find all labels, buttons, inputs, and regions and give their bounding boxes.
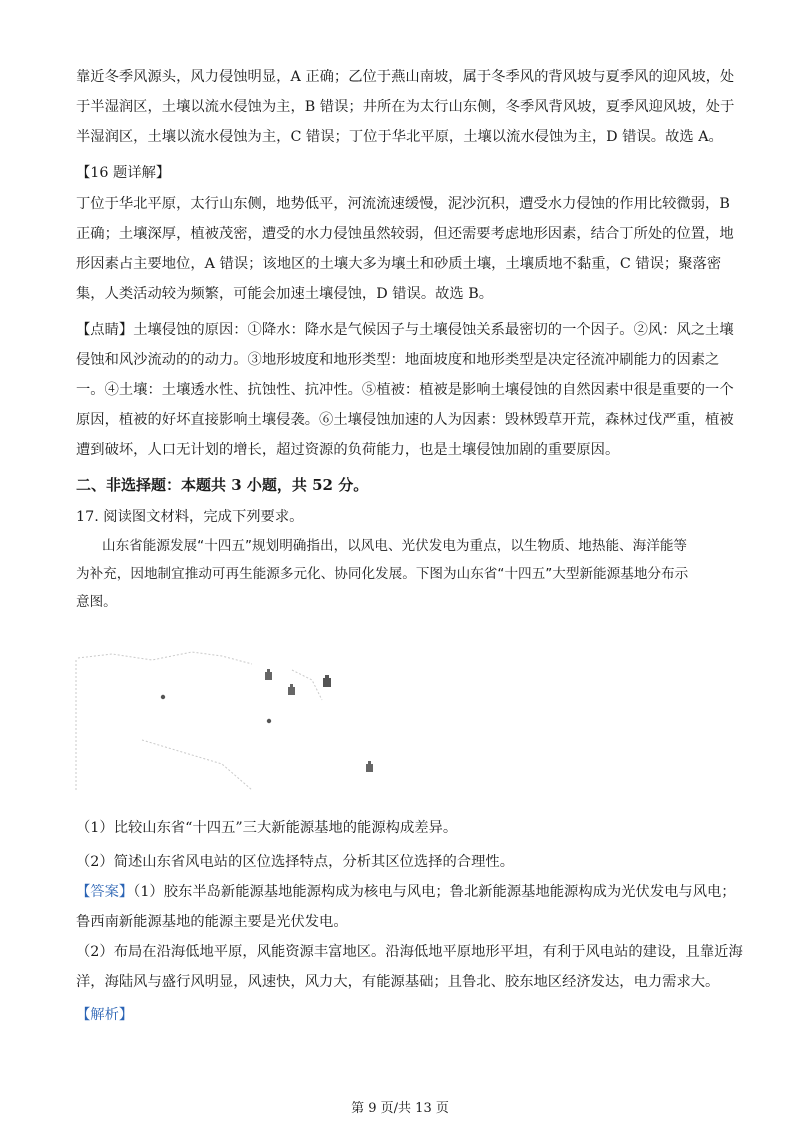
power-plant-icon bbox=[323, 675, 331, 687]
text-line: 形因素占主要地位，A 错误；该地区的土壤大多为壤土和砂质土壤，土壤质地不黏重，C 错误；聚落密 bbox=[76, 256, 722, 272]
text-line: 洋，海陆风与盛行风明显，风速快，风力大，有能源基础；且鲁北、胶东地区经济发达，电力需求大。 bbox=[76, 974, 720, 990]
text-line: 意图。 bbox=[76, 594, 117, 610]
key-points-first-line: 土壤侵蚀的原因：①降水：降水是气候因子与土壤侵蚀关系最密切的一个因子。②风：风之土壤 bbox=[133, 322, 734, 338]
text-line: 原因，植被的好坏直接影响土壤侵袭。⑥土壤侵蚀加速的人为因素：毁林毁草开荒，森林过伐严重，植被 bbox=[76, 412, 734, 428]
text-line: 正确；土壤深厚，植被茂密，遭受的水力侵蚀虽然较弱，但还需要考虑地形因素，结合丁所处的位置，地 bbox=[76, 226, 734, 242]
answer-first-line: （1）胶东半岛新能源基地能源构成为核电与风电；鲁北新能源基地能源构成为光伏发电与风电； bbox=[133, 884, 736, 900]
map-outline bbox=[76, 652, 322, 790]
power-plant-icon bbox=[366, 761, 373, 772]
q16-heading bbox=[76, 158, 724, 188]
answer-tag: 【答案】 bbox=[76, 884, 134, 900]
page-number: 第 9 页/共 13 页 bbox=[351, 1101, 449, 1116]
city-dot-icon bbox=[267, 719, 271, 723]
q17-intro bbox=[76, 502, 724, 532]
text-line: 于半湿润区，土壤以流水侵蚀为主，B 错误；井所在为太行山东侧，冬季风背风坡，夏季风迎风坡，处于 bbox=[76, 99, 735, 115]
q17-questions bbox=[76, 813, 724, 877]
section-title bbox=[76, 470, 724, 500]
text-line: 靠近冬季风源头，风力侵蚀明显，A 正确；乙位于燕山南坡，属于冬季风的背风坡与夏季风的迎风坡，处 bbox=[76, 69, 735, 85]
analysis-heading bbox=[76, 1000, 724, 1030]
text-line bbox=[76, 877, 736, 907]
q16-explanation bbox=[76, 189, 734, 309]
text-line: 丁位于华北平原，太行山东侧，地势低平，河流流速缓慢，泥沙沉积，遭受水力侵蚀的作用比较微弱，B bbox=[76, 196, 730, 212]
text-line: 为补充，因地制宜推动可再生能源多元化、协同化发展。下图为山东省“十四五”大型新能源基地分布示 bbox=[76, 566, 689, 582]
section-title-text: 二、非选择题：本题共 3 小题，共 52 分。 bbox=[76, 476, 369, 494]
text-line: 集，人类活动较为频繁，可能会加速土壤侵蚀，D 错误。故选 B。 bbox=[76, 286, 494, 302]
text-line: 侵蚀和风沙流动的的动力。③地形坡度和地形类型：地面坡度和地形类型是决定径流冲刷能力的因素之 bbox=[76, 352, 720, 368]
q16-heading-text: 【16 题详解】 bbox=[76, 165, 171, 181]
text-line: 鲁西南新能源基地的能源主要是光伏发电。 bbox=[76, 914, 348, 930]
city-dot-icon bbox=[161, 695, 165, 699]
analysis-tag: 【解析】 bbox=[76, 1007, 134, 1023]
text-line: 一。④土壤：土壤透水性、抗蚀性、抗冲性。⑤植被：植被是影响土壤侵蚀的自然因素中很是重要的一个 bbox=[76, 382, 734, 398]
text-line bbox=[76, 315, 734, 345]
reading-material bbox=[76, 532, 724, 616]
question-1: （1）比较山东省“十四五”三大新能源基地的能源构成差异。 bbox=[76, 820, 458, 836]
text-line: 山东省能源发展“十四五”规划明确指出，以风电、光伏发电为重点，以生物质、地热能、海洋能等 bbox=[102, 538, 688, 554]
question-2: （2）简述山东省风电站的区位选择特点，分析其区位选择的合理性。 bbox=[76, 854, 514, 870]
text-line: 遭到破坏，人口无计划的增长，超过资源的负荷能力，也是土壤侵蚀加剧的重要原因。 bbox=[76, 442, 620, 458]
text-line: （2）布局在沿海低地平原，风能资源丰富地区。沿海低地平原地形平坦，有利于风电站的建设，且靠近海 bbox=[76, 944, 743, 960]
text-line: 半湿润区，土壤以流水侵蚀为主，C 错误；丁位于华北平原，土壤以流水侵蚀为主，D 错误。故选 A。 bbox=[76, 129, 723, 145]
q15-explanation bbox=[76, 62, 735, 152]
key-points bbox=[76, 315, 734, 465]
q17-intro-text: 17. 阅读图文材料，完成下列要求。 bbox=[76, 509, 304, 525]
power-plant-icon bbox=[265, 669, 272, 680]
power-plant-icon bbox=[288, 684, 295, 695]
answer-block bbox=[76, 877, 743, 997]
key-points-tag: 【点睛】 bbox=[76, 322, 134, 338]
shandong-energy-base-map bbox=[72, 640, 412, 800]
